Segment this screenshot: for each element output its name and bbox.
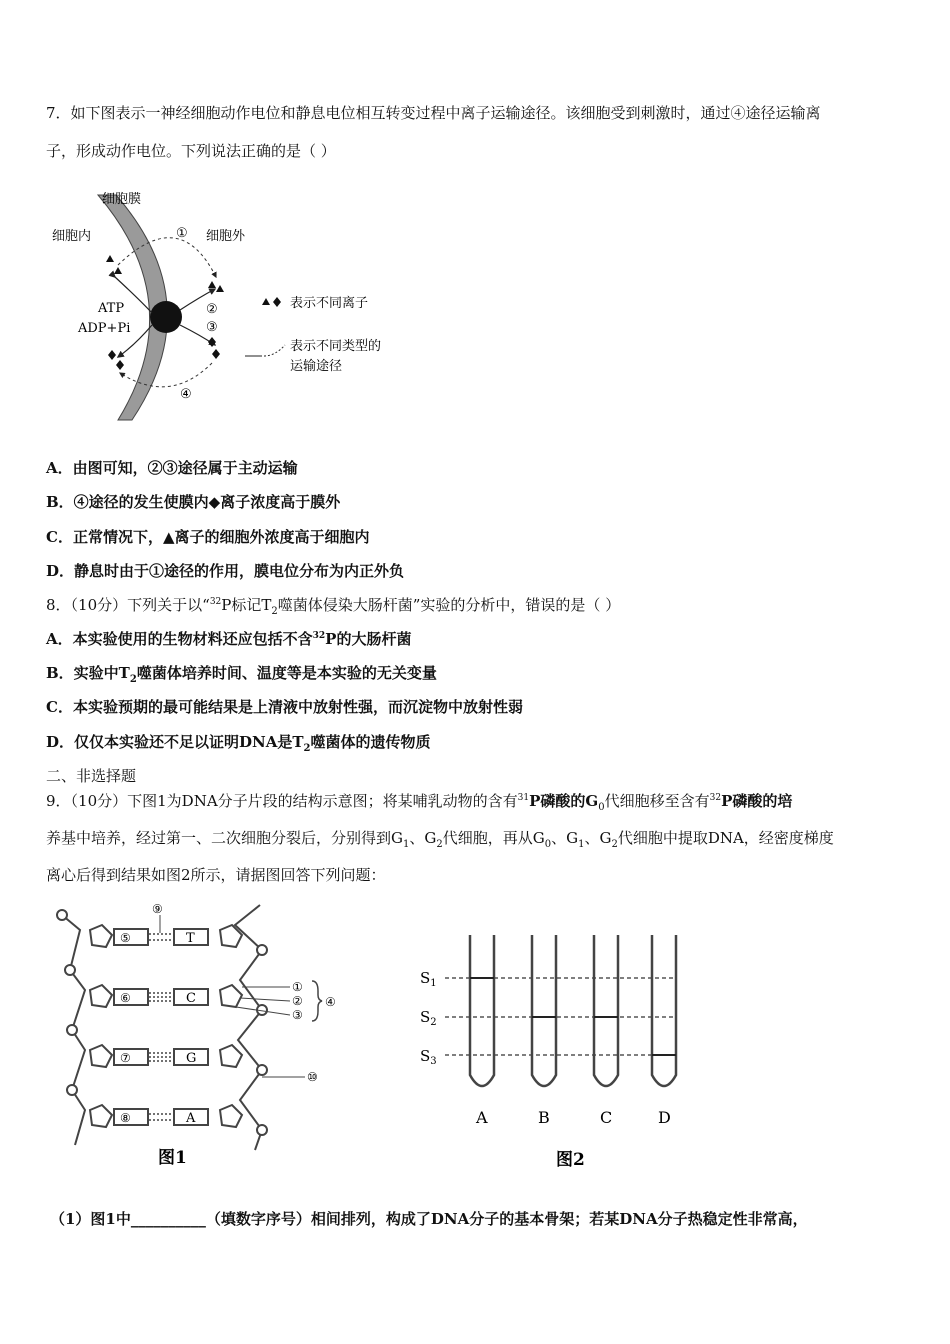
tube-b-label: B xyxy=(538,1108,550,1127)
tube-a xyxy=(470,935,494,1086)
tube-c xyxy=(594,935,618,1086)
s2-label: $S_2$ xyxy=(420,1008,437,1028)
s3-label: $S_3$ xyxy=(420,1047,437,1067)
ion-pump xyxy=(150,301,182,333)
q7-figure xyxy=(40,185,420,430)
tube-d xyxy=(652,935,676,1086)
q8-option-a: A．本实验使用的生物材料还应包括不含$^{32}$P的大肠杆菌 xyxy=(46,630,412,648)
outside-label: 细胞外 xyxy=(206,229,246,244)
q7-stem-line1: 7．如下图表示一神经细胞动作电位和静息电位相互转变过程中离子运输途径。该细胞受到刺激时，通过④途径运输离 xyxy=(46,104,821,122)
adp-label: ADP+Pi xyxy=(78,321,131,336)
section-heading: 二、非选择题 xyxy=(46,767,137,785)
tube-a-label: A xyxy=(476,1108,488,1127)
figure-1-caption: 图1 xyxy=(158,1148,187,1168)
q9-stem-line1: 9．（10分）下图1为DNA分子片段的结构示意图；将某哺乳动物的含有$^{31}$P磷酸的$G_0$代细胞移至含有$^{32}$P磷酸的培 xyxy=(46,792,793,813)
q7-option-b: B．④途径的发生使膜内◆离子浓度高于膜外 xyxy=(46,493,341,511)
pathway-1-number: ① xyxy=(176,226,188,241)
q8-option-d: D．仅仅本实验还不足以证明DNA是$T_2$噬菌体的遗传物质 xyxy=(46,733,431,754)
legend-ions: 表示不同离子 xyxy=(290,296,369,311)
q8-option-c: C．本实验预期的最可能结果是上清液中放射性强，而沉淀物中放射性弱 xyxy=(46,698,523,716)
legend-diamond-icon xyxy=(273,297,281,307)
triangle-ion-icon xyxy=(106,255,114,262)
q7-option-d: D．静息时由于①途径的作用，膜电位分布为内正外负 xyxy=(46,562,405,580)
base-g-label: G xyxy=(186,1051,197,1066)
atp-label: ATP xyxy=(98,301,125,316)
label-7: ⑦ xyxy=(120,1051,131,1065)
pathway-3-number: ③ xyxy=(206,320,218,335)
legend-paths-line1: 表示不同类型的 xyxy=(290,339,382,354)
pathway-2-number: ② xyxy=(206,302,218,317)
q9-figure-1 xyxy=(50,895,350,1175)
triangle-ion-icon xyxy=(208,281,216,288)
label-3: ③ xyxy=(292,1008,303,1022)
diamond-ion-icon xyxy=(212,349,220,359)
s1-label: $S_1$ xyxy=(420,969,437,989)
triangle-ion-icon xyxy=(216,285,224,292)
label-2: ② xyxy=(292,994,303,1008)
q9-stem-line3: 离心后得到结果如图2所示，请据图回答下列问题： xyxy=(46,866,386,884)
membrane-label: 细胞膜 xyxy=(102,192,142,207)
label-4: ④ xyxy=(325,995,336,1009)
label-10: ⑩ xyxy=(307,1070,318,1084)
legend-triangle-icon xyxy=(262,298,270,305)
q7-stem-line2: 子，形成动作电位。下列说法正确的是（ ） xyxy=(46,142,336,160)
tube-c-label: C xyxy=(600,1108,613,1127)
diamond-ion-icon xyxy=(108,350,116,360)
q8-option-b: B．实验中$T_2$噬菌体培养时间、温度等是本实验的无关变量 xyxy=(46,664,437,685)
tube-d-label: D xyxy=(658,1108,671,1127)
legend-paths-line2: 运输途径 xyxy=(290,359,343,374)
label-8: ⑧ xyxy=(120,1111,131,1125)
base-t-label: T xyxy=(186,931,195,946)
q9-figure-2 xyxy=(410,925,700,1170)
base-c-label: C xyxy=(186,991,196,1006)
pathway-4-arc xyxy=(120,363,212,387)
q8-stem: 8．（10分）下列关于以“$^{32}$P标记$T_2$噬菌体侵染大肠杆菌”实验的分析中，错误的是（ ） xyxy=(46,596,621,617)
label-1: ① xyxy=(292,980,303,994)
diamond-ion-icon xyxy=(116,360,124,370)
label-6: ⑥ xyxy=(120,991,131,1005)
q7-option-a: A．由图可知，②③途径属于主动运输 xyxy=(46,459,298,477)
figure-2-caption: 图2 xyxy=(556,1150,585,1170)
inside-label: 细胞内 xyxy=(52,229,92,244)
q9-subquestion-1: （1）图1中__________（填数字序号）相间排列，构成了DNA分子的基本骨架；若某DNA分子热稳定性非常高， xyxy=(50,1210,808,1228)
q7-option-c: C．正常情况下，▲离子的细胞外浓度高于细胞内 xyxy=(46,528,370,546)
triangle-ion-icon xyxy=(114,267,122,274)
pathway-4-number: ④ xyxy=(180,387,192,402)
base-a-label: A xyxy=(186,1111,196,1126)
q9-stem-line2: 养基中培养，经过第一、二次细胞分裂后，分别得到$G_1$、$G_2$代细胞，再从$G_0$、$G_1$、$G_2$代细胞中提取DNA，经密度梯度 xyxy=(46,829,834,850)
label-9: ⑨ xyxy=(152,902,163,916)
tube-b xyxy=(532,935,556,1086)
label-5: ⑤ xyxy=(120,931,131,945)
diamond-ion-icon xyxy=(208,337,216,347)
